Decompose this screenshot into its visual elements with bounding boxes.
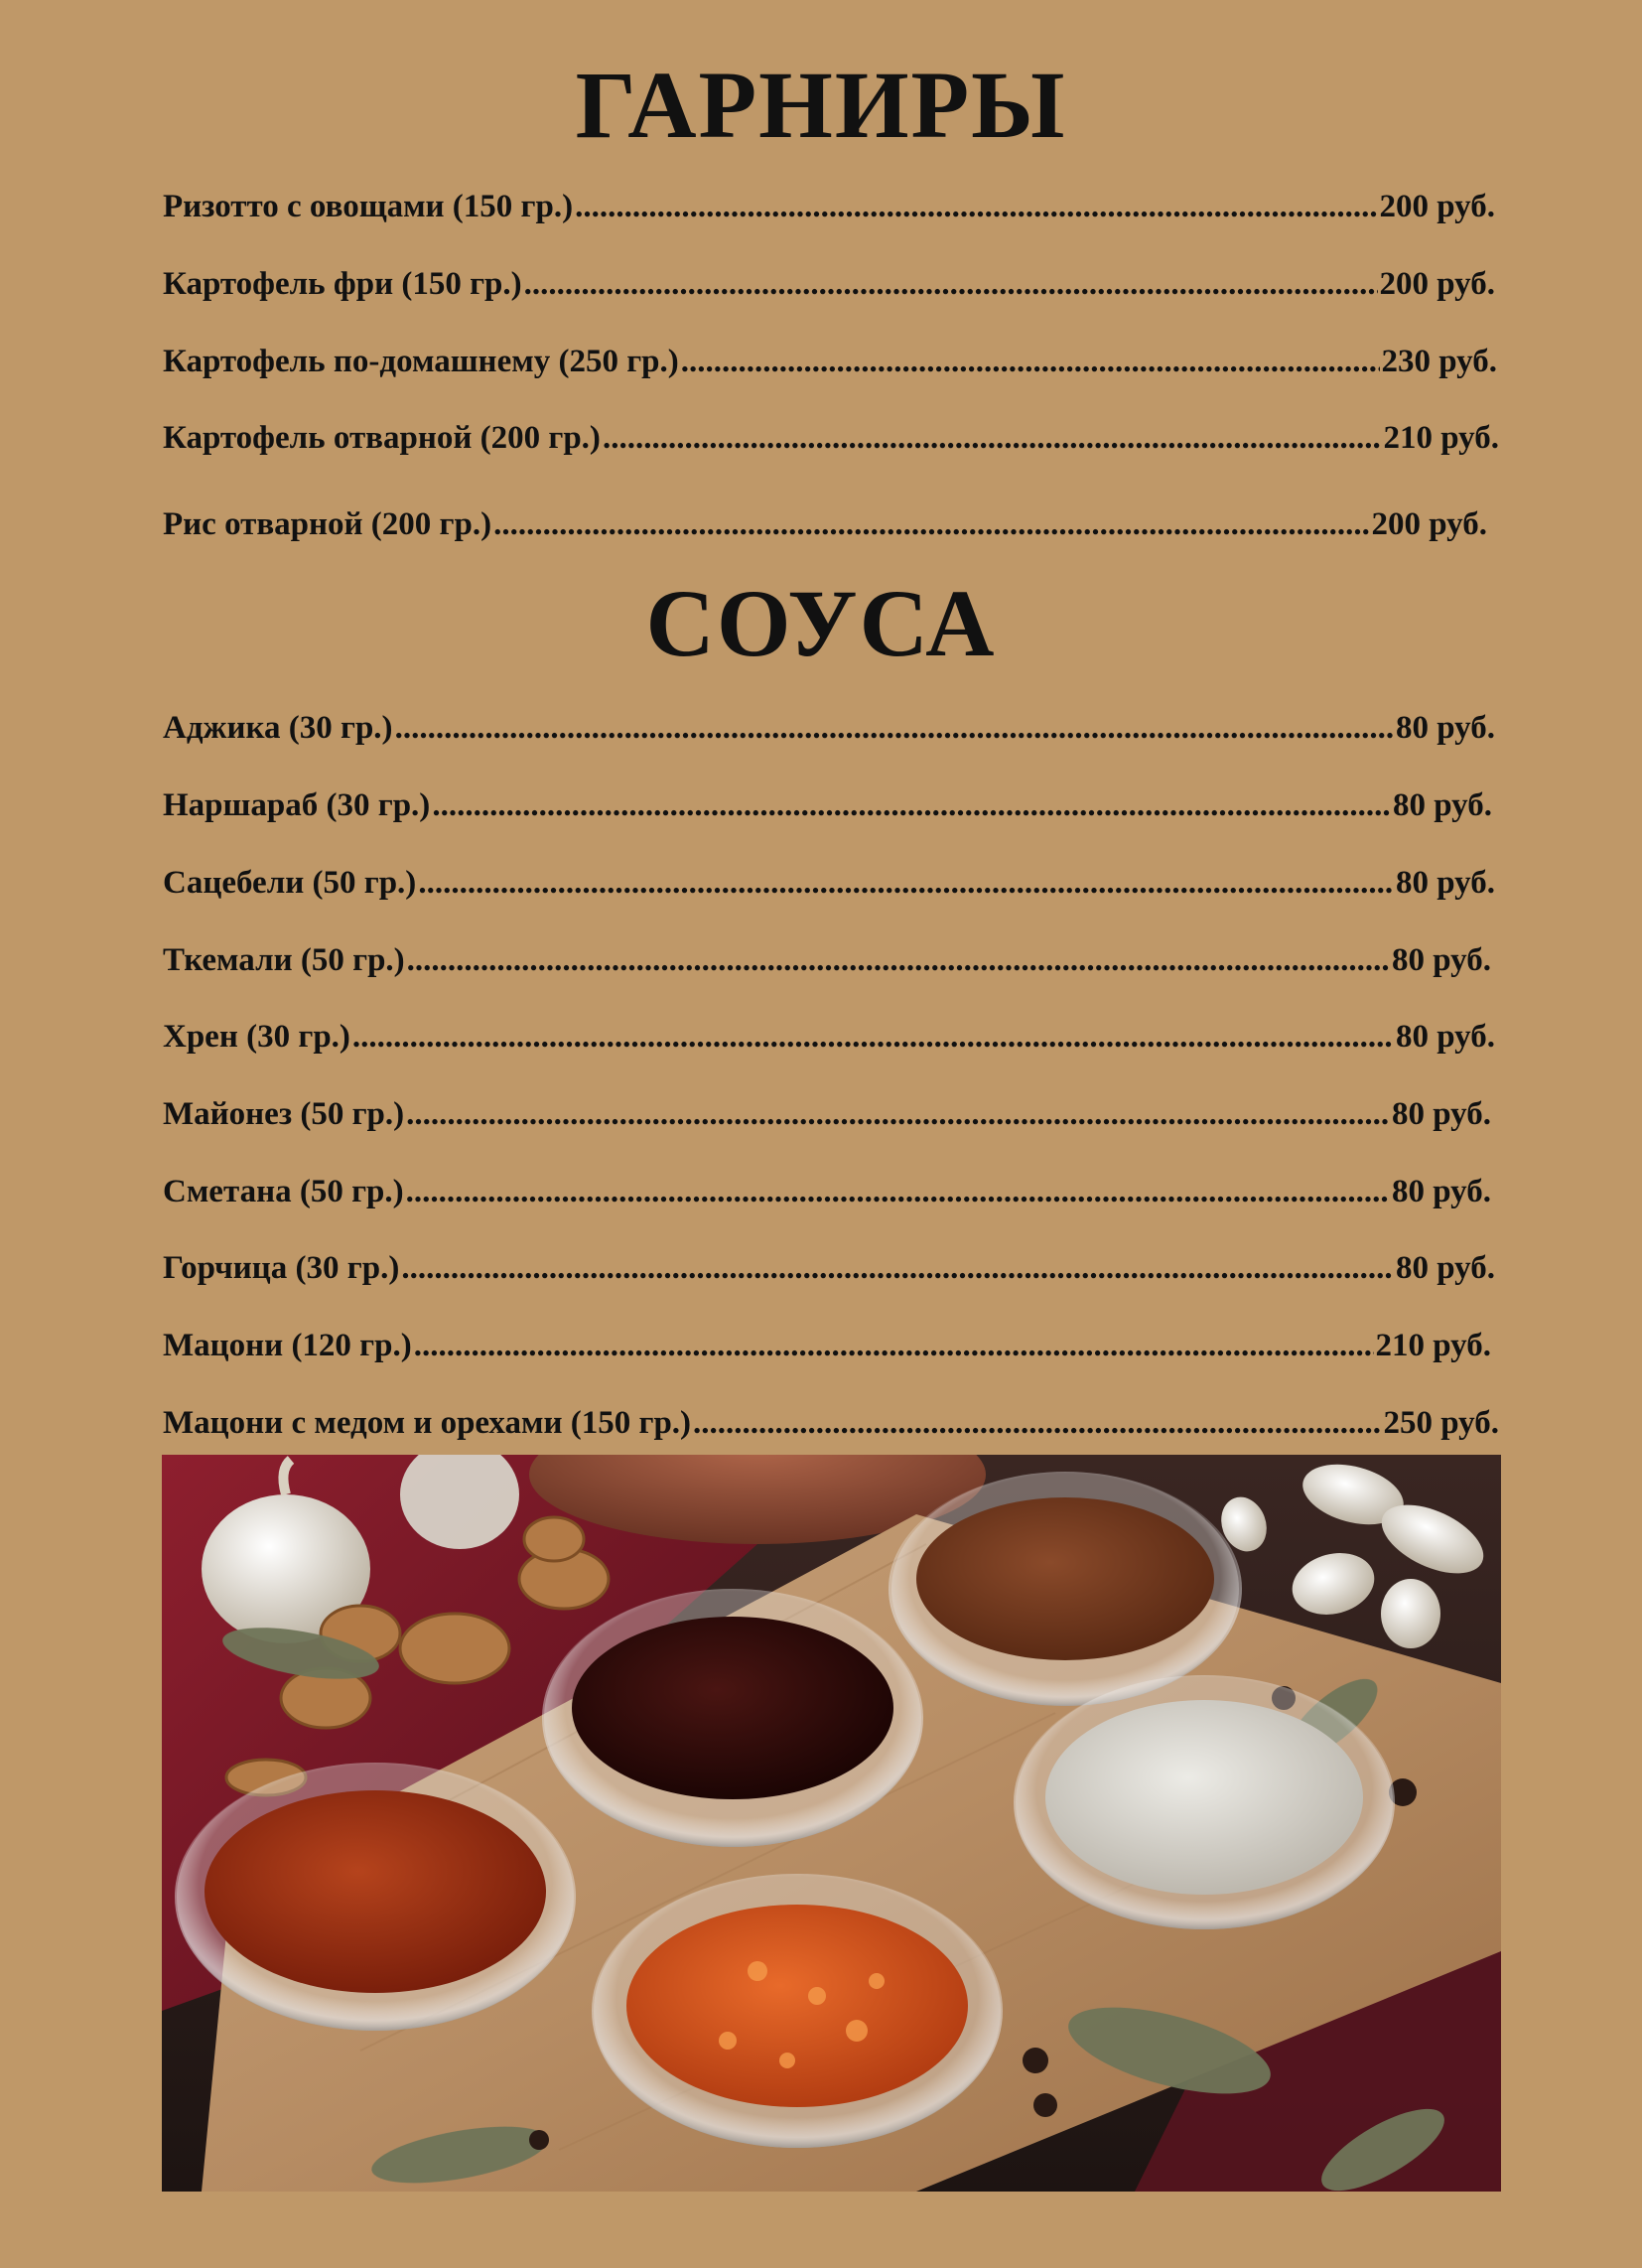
menu-item-name: Горчица (30 гр.): [163, 1250, 400, 1286]
garnishes-title: ГАРНИРЫ: [575, 52, 1067, 158]
menu-item: [163, 1172, 1491, 1211]
dot-leader: [401, 1248, 1394, 1288]
dot-leader: [524, 264, 1378, 304]
dot-leader: [407, 940, 1390, 980]
dot-leader: [693, 1403, 1381, 1443]
menu-item: [163, 342, 1497, 381]
menu-item-name: Мацони (120 гр.): [163, 1328, 412, 1363]
dot-leader: [603, 418, 1382, 458]
menu-item: [163, 785, 1492, 825]
menu-item-price: 250 руб.: [1383, 1405, 1499, 1441]
menu-item: [163, 1403, 1499, 1443]
menu-item-name: Ризотто с овощами (150 гр.): [163, 189, 574, 224]
menu-item: [163, 1094, 1491, 1134]
menu-item-name: Картофель по-домашнему (250 гр.): [163, 344, 679, 379]
dot-leader: [493, 504, 1369, 544]
menu-item: [163, 940, 1491, 980]
menu-item: [163, 708, 1495, 748]
menu-item: [163, 264, 1495, 304]
dot-leader: [406, 1172, 1390, 1211]
menu-item-price: 80 руб.: [1393, 787, 1492, 823]
menu-item-name: Картофель фри (150 гр.): [163, 266, 522, 302]
menu-item-price: 210 руб.: [1383, 420, 1499, 456]
menu-item: [163, 1248, 1495, 1288]
menu-item-price: 210 руб.: [1375, 1328, 1491, 1363]
menu-item-name: Аджика (30 гр.): [163, 710, 393, 746]
menu-item-price: 80 руб.: [1396, 865, 1495, 901]
dot-leader: [575, 187, 1377, 226]
menu-item: [163, 863, 1495, 903]
menu-item-price: 80 руб.: [1396, 1250, 1495, 1286]
menu-item-name: Мацони с медом и орехами (150 гр.): [163, 1405, 692, 1441]
dot-leader: [432, 785, 1391, 825]
menu-item-price: 80 руб.: [1392, 1174, 1491, 1209]
menu-item-price: 80 руб.: [1392, 942, 1491, 978]
menu-item-name: Ткемали (50 гр.): [163, 942, 405, 978]
menu-item: [163, 187, 1495, 226]
menu-item-price: 200 руб.: [1371, 506, 1487, 542]
dot-leader: [414, 1326, 1374, 1365]
dot-leader: [418, 863, 1394, 903]
menu-item-name: Наршараб (30 гр.): [163, 787, 431, 823]
dot-leader: [681, 342, 1380, 381]
menu-item-name: Сметана (50 гр.): [163, 1174, 404, 1209]
menu-item-price: 80 руб.: [1396, 1019, 1495, 1055]
menu-item-price: 200 руб.: [1379, 189, 1495, 224]
menu-item: [163, 1326, 1491, 1365]
dot-leader: [406, 1094, 1390, 1134]
menu-item: [163, 504, 1487, 544]
dot-leader: [352, 1017, 1394, 1057]
menu-item-price: 230 руб.: [1381, 344, 1497, 379]
menu-item-price: 200 руб.: [1379, 266, 1495, 302]
menu-item-name: Картофель отварной (200 гр.): [163, 420, 601, 456]
menu-item: [163, 1017, 1495, 1057]
menu-item-name: Рис отварной (200 гр.): [163, 506, 492, 542]
menu-item-name: Хрен (30 гр.): [163, 1019, 350, 1055]
menu-item: [163, 418, 1499, 458]
dot-leader: [395, 708, 1394, 748]
sauces-photo: [162, 1455, 1501, 2192]
menu-item-price: 80 руб.: [1396, 710, 1495, 746]
sauces-title: СОУСА: [645, 570, 997, 676]
menu-item-name: Сацебели (50 гр.): [163, 865, 417, 901]
menu-item-name: Майонез (50 гр.): [163, 1096, 405, 1132]
menu-item-price: 80 руб.: [1392, 1096, 1491, 1132]
